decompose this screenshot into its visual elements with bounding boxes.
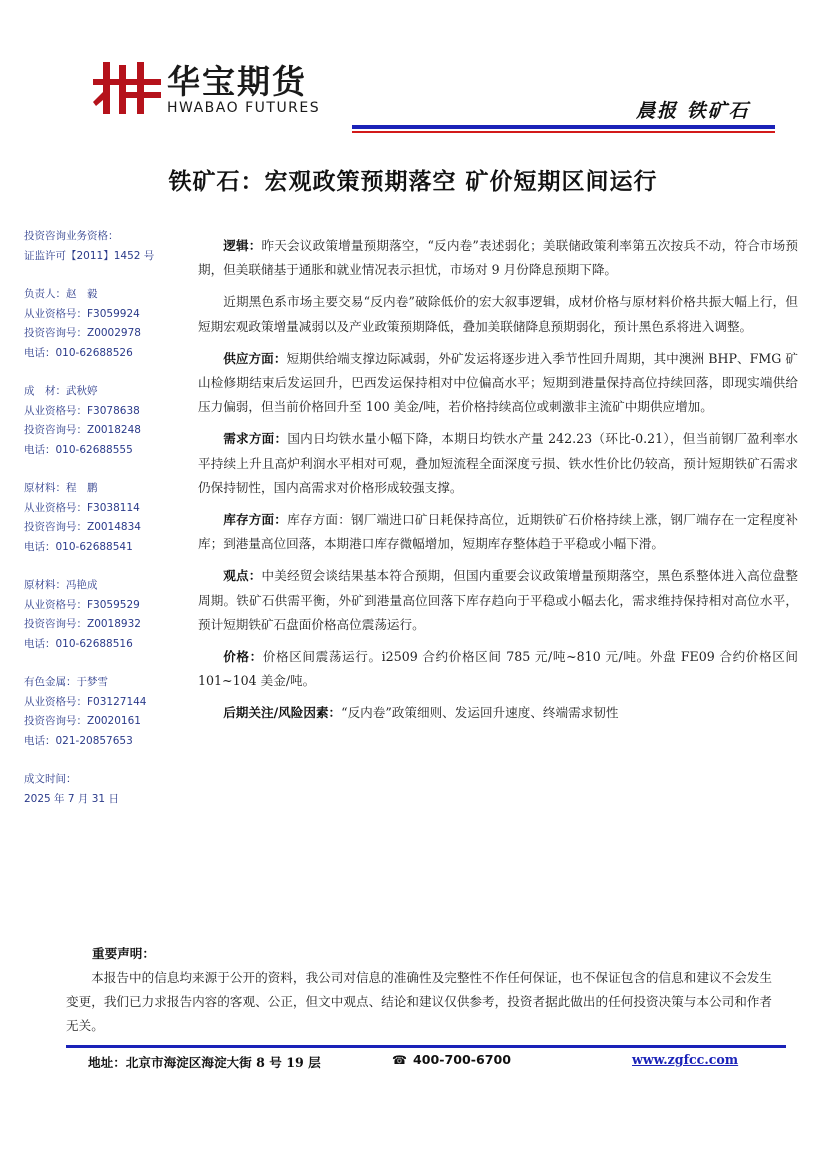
telephone-icon: ☎ <box>392 1053 407 1067</box>
sidebar-line: 从业资格号：F3078638 <box>24 404 140 417</box>
paragraph-label: 观点： <box>223 568 262 584</box>
sidebar-line: 从业资格号：F3038114 <box>24 501 140 514</box>
sidebar-line: 从业资格号：F3059529 <box>24 598 140 611</box>
disclaimer-title: 重要声明： <box>92 946 155 961</box>
paragraph-label: 逻辑： <box>223 238 262 253</box>
paragraph-text: “反内卷”政策细则、发运回升速度、终端需求韧性 <box>341 705 619 721</box>
sidebar-line: 电话：010-62688526 <box>24 346 133 359</box>
report-paragraph <box>198 645 798 693</box>
paragraph-label: 价格： <box>223 649 263 665</box>
page-title: 铁矿石：宏观政策预期落空 矿价短期区间运行 <box>168 168 658 195</box>
sidebar-line: 电话：010-62688541 <box>24 540 133 553</box>
sidebar-line: 投资咨询号：Z0018248 <box>24 424 141 436</box>
sidebar-line: 投资咨询号：Z0018932 <box>24 618 141 630</box>
footer-divider <box>66 1045 786 1048</box>
sidebar-line: 电话：010-62688516 <box>24 637 133 650</box>
sidebar-line: 成 材：武秋婷 <box>24 385 98 397</box>
sidebar-line: 2025 年 7 月 31 日 <box>24 792 119 805</box>
footer-phone <box>392 1052 511 1067</box>
sidebar-line: 投资咨询号：Z0014834 <box>24 521 141 533</box>
paragraph-text: 昨天会议政策增量预期落空，“反内卷”表述弱化；美联储政策利率第五次按兵不动，符合市场预期，但美联储基于通胀和就业情况表示担忧，市场对 9 月份降息预期下降。 <box>198 238 798 278</box>
footer-website-link[interactable]: www.zgfcc.com <box>632 1052 739 1067</box>
sidebar-line: 原材料：程 鹏 <box>24 482 98 494</box>
hwabao-logo-mark-icon <box>93 62 161 114</box>
paragraph-label: 库存方面： <box>223 512 288 528</box>
logo-english-name: HWABAO FUTURES <box>167 100 321 116</box>
sidebar-line: 有色金属：于梦雪 <box>24 676 108 688</box>
sidebar-block <box>24 576 174 654</box>
sidebar-block <box>24 673 174 751</box>
sidebar-line: 从业资格号：F03127144 <box>24 695 147 708</box>
report-paragraph <box>198 290 798 338</box>
paragraph-text: 短期供给端支撑边际减弱，外矿发运将逐步进入季节性回升周期，其中澳洲 BHP、FMG 矿山检修期结束后发运回升，巴西发运保持相对中位偏高水平；短期到港量保持高位持续回落，即现实端供给压力偏弱，但当前价格回升至 100 美金/吨，若价格持续高位或刺激非主流矿中期供应增加。 <box>198 350 799 415</box>
header-divider-blue <box>352 125 775 129</box>
footer-phone-number: 400-700-6700 <box>412 1052 512 1067</box>
sidebar-block <box>24 382 174 460</box>
paragraph-label: 需求方面： <box>223 431 288 447</box>
report-body <box>198 234 798 734</box>
paragraph-text: 近期黑色系市场主要交易“反内卷”破除低价的宏大叙事逻辑，成材价格与原材料价格共振大幅上行，但短期宏观政策增量减弱以及产业政策预期降低，叠加美联储降息预期弱化，预计黑色系将进入调整。 <box>198 294 798 334</box>
sidebar-line: 证监许可【2011】1452 号 <box>24 249 155 262</box>
report-paragraph <box>198 701 798 725</box>
report-paragraph <box>198 347 798 420</box>
sidebar-line: 成文时间： <box>24 773 77 785</box>
paragraph-label: 后期关注/风险因素： <box>223 705 342 721</box>
report-paragraph <box>198 508 798 556</box>
sidebar-block <box>24 770 174 809</box>
paragraph-label: 供应方面： <box>223 350 287 366</box>
paragraph-text: 价格区间震荡运行。i2509 合约价格区间 785 元/吨~810 元/吨。外盘 FE09 合约价格区间 101~104 美金/吨。 <box>198 649 799 689</box>
report-tag: 晨报 铁矿石 <box>636 100 750 122</box>
paragraph-text: 库存方面：钢厂端进口矿日耗保持高位，近期铁矿石价格持续上涨，钢厂端存在一定程度补库；到港量高位回落，本期港口库存微幅增加，短期库存整体趋于平稳或小幅下滑。 <box>198 512 799 552</box>
report-paragraph <box>198 564 798 637</box>
disclaimer-text: 本报告中的信息均来源于公开的资料，我公司对信息的准确性及完整性不作任何保证，也不保证包含的信息和建议不会发生变更，我们已力求报告内容的客观、公正，但文中观点、结论和建议仅供参考，投资者据此做出的任何投资决策与本公司和作者无关。 <box>66 970 772 1033</box>
company-logo <box>93 62 338 118</box>
paragraph-text: 中美经贸会谈结果基本符合预期，但国内重要会议政策增量预期落空，黑色系整体进入高位盘整周期。铁矿石供需平衡，外矿到港量高位回落下库存趋向于平稳或小幅去化，需求维持保持相对高位水平，预计短期铁矿石盘面价格高位震荡运行。 <box>198 568 799 632</box>
sidebar-line: 投资咨询号：Z0002978 <box>24 327 141 339</box>
sidebar-line: 投资咨询业务资格： <box>24 230 119 242</box>
logo-chinese-name: 华宝期货 <box>167 62 307 101</box>
paragraph-text: 国内日均铁水量小幅下降，本期日均铁水产量 242.23（环比-0.21），但当前钢厂盈利率水平持续上升且高炉利润水平相对可观，叠加短流程全面深度亏损、铁水性价比仍较高，预计短期铁矿石需求仍保持韧性，国内高需求对价格形成较强支撑。 <box>198 431 798 495</box>
sidebar-line: 原材料：冯艳成 <box>24 579 98 591</box>
sidebar-block <box>24 227 174 266</box>
sidebar-line: 负责人：赵 毅 <box>24 288 98 300</box>
footer-address: 地址：北京市海淀区海淀大街 8 号 19 层 <box>88 1055 321 1070</box>
sidebar-line: 电话：021-20857653 <box>24 734 133 747</box>
sidebar-line: 电话：010-62688555 <box>24 443 133 456</box>
sidebar-line: 从业资格号：F3059924 <box>24 307 140 320</box>
header-divider-red <box>352 131 775 133</box>
sidebar-block <box>24 479 174 557</box>
report-paragraph <box>198 427 798 500</box>
sidebar-line: 投资咨询号：Z0020161 <box>24 715 141 727</box>
sidebar-block <box>24 285 174 363</box>
analyst-sidebar <box>24 227 174 828</box>
report-paragraph <box>198 234 798 282</box>
